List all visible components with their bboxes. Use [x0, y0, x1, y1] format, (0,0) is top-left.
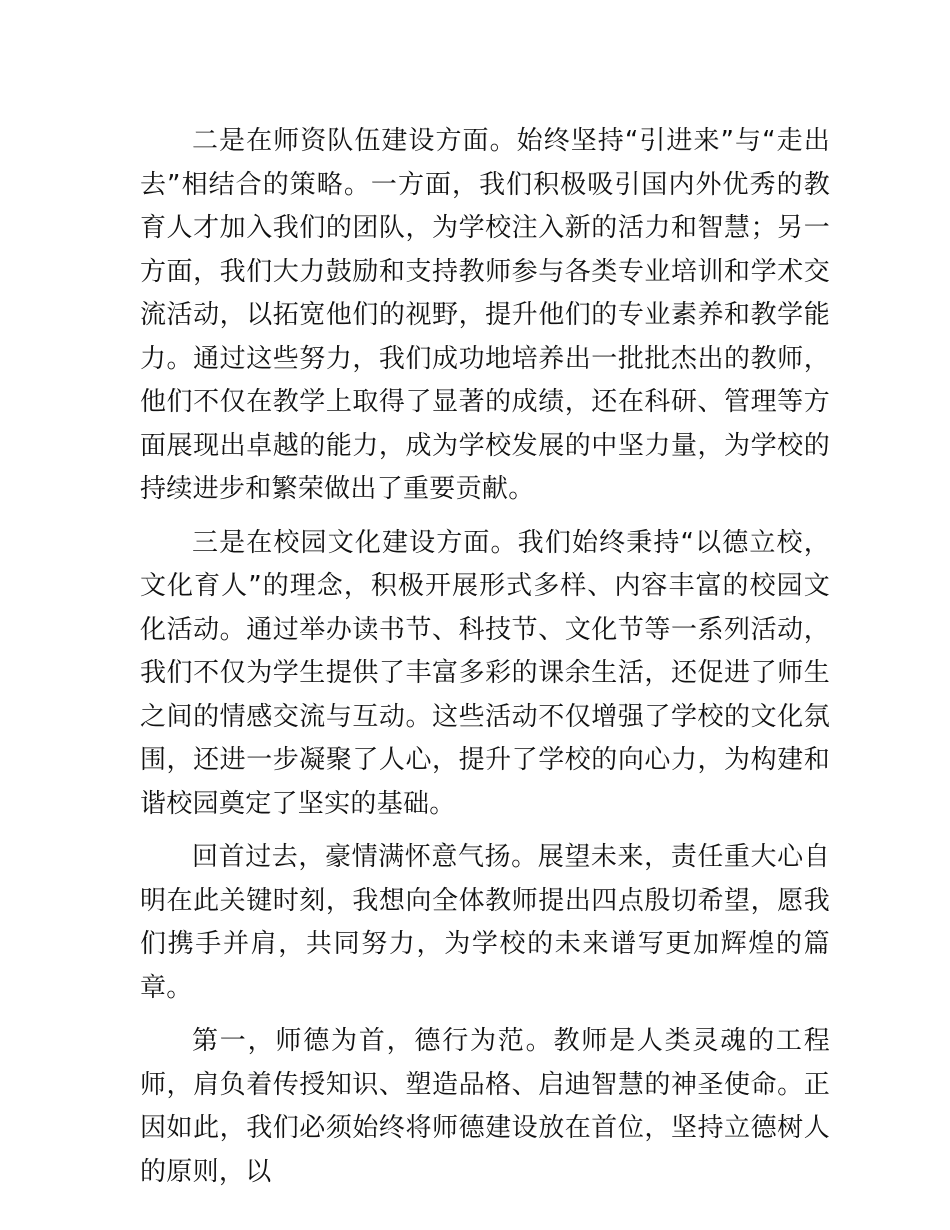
paragraph-teacher-team: 二是在师资队伍建设方面。始终坚持“引进来”与“走出去”相结合的策略。一方面，我们积极吸引国内外优秀的教育人才加入我们的团队，为学校注入新的活力和智慧；另一方面，我们大力鼓励和支持教师参与各类专业培训和学术交流活动，以拓宽他们的视野，提升他们的专业素养和教学能力。通过这些努力，我们成功地培养出一批批杰出的教师，他们不仅在教学上取得了显著的成绩，还在科研、管理等方面展现出卓越的能力，成为学校发展的中坚力量，为学校的持续进步和繁荣做出了重要贡献。 [140, 126, 830, 504]
paragraph-campus-culture: 三是在校园文化建设方面。我们始终秉持“以德立校，文化育人”的理念，积极开展形式多样、内容丰富的校园文化活动。通过举办读书节、科技节、文化节等一系列活动，我们不仅为学生提供了丰富多彩的课余生活，还促进了师生之间的情感交流与互动。这些活动不仅增强了学校的文化氛围，还进一步凝聚了人心，提升了学校的向心力，为构建和谐校园奠定了坚实的基础。 [140, 527, 830, 819]
paragraph-teacher-ethics: 第一，师德为首，德行为范。教师是人类灵魂的工程师，肩负着传授知识、塑造品格、启迪智慧的神圣使命。正因如此，我们必须始终将师德建设放在首位，坚持立德树人的原则，以 [140, 1026, 830, 1187]
paragraph-looking-forward: 回首过去，豪情满怀意气扬。展望未来，责任重大心自明在此关键时刻，我想向全体教师提出四点殷切希望，愿我们携手并肩，共同努力，为学校的未来谱写更加辉煌的篇章。 [140, 842, 830, 1003]
document-body [140, 120, 830, 1204]
